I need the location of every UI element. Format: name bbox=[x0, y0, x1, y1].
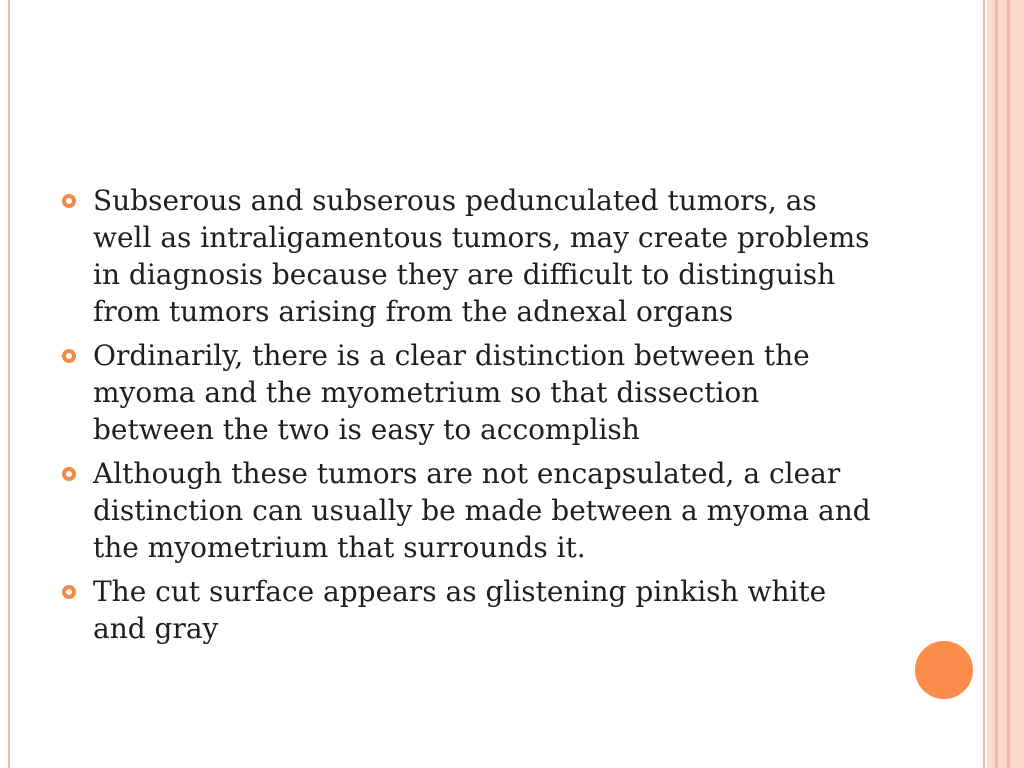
bullet-text: Ordinarily, there is a clear distinction between the myoma and the myometrium so that dissection between the two is easy to accomplish bbox=[93, 339, 810, 446]
bullet-item bbox=[60, 182, 880, 330]
bullet-text: The cut surface appears as glistening pinkish white and gray bbox=[93, 575, 827, 645]
bullet-ring-icon bbox=[62, 194, 76, 208]
bullet-ring-icon bbox=[62, 467, 76, 481]
right-stripe bbox=[987, 0, 995, 768]
bullet-list bbox=[60, 182, 880, 654]
decorative-circle bbox=[913, 639, 975, 701]
bullet-text: Subserous and subserous pedunculated tumors, as well as intraligamentous tumors, may create problems in diagnosis because they are difficult to distinguish from tumors arising from the adnexal organs bbox=[93, 184, 870, 328]
bullet-item bbox=[60, 573, 880, 647]
right-stripe bbox=[1010, 0, 1024, 768]
bullet-item bbox=[60, 337, 880, 448]
bullet-ring-icon bbox=[62, 349, 76, 363]
bullet-item bbox=[60, 455, 880, 566]
right-stripe bbox=[998, 0, 1007, 768]
left-border-line bbox=[8, 0, 10, 768]
bullet-text: Although these tumors are not encapsulated, a clear distinction can usually be made between a myoma and the myometrium that surrounds it. bbox=[93, 457, 871, 564]
right-stripe bbox=[983, 0, 985, 768]
bullet-ring-icon bbox=[62, 585, 76, 599]
